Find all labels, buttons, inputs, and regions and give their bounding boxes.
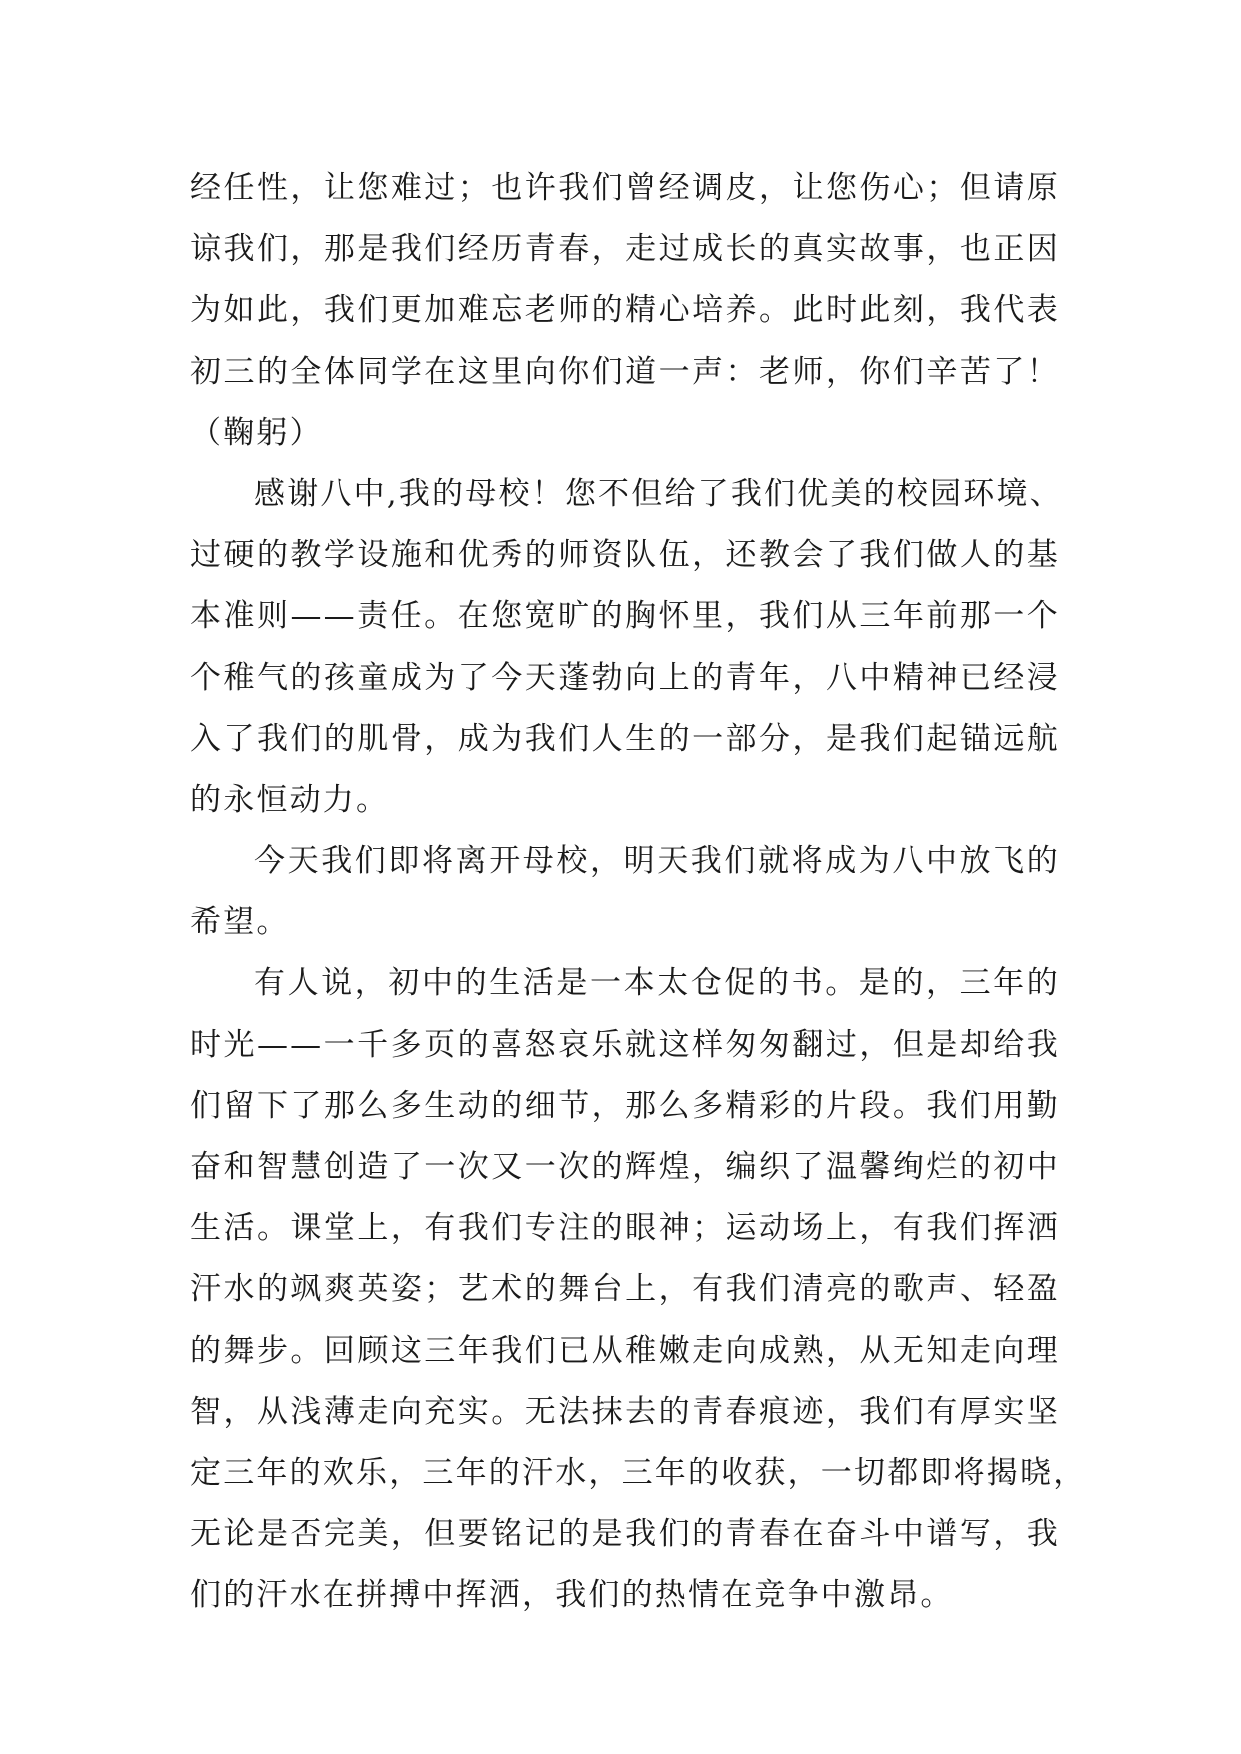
text-line: 们的汗水在拼搏中挥洒，我们的热情在竞争中激昂。 <box>190 1577 954 1614</box>
text-line: 本准则——责任。在您宽旷的胸怀里，我们从三年前那一个 <box>190 598 1060 635</box>
text-line: 智，从浅薄走向充实。无法抹去的青春痕迹，我们有厚实坚 <box>190 1393 1060 1430</box>
text-line: 无论是否完美，但要铭记的是我们的青春在奋斗中谱写，我 <box>190 1516 1060 1553</box>
paragraph-middle-school-life <box>190 953 1087 1626</box>
text-line: 为如此，我们更加难忘老师的精心培养。此时此刻，我代表 <box>190 292 1060 329</box>
text-line: 生活。课堂上，有我们专注的眼神；运动场上，有我们挥洒 <box>190 1210 1060 1247</box>
text-line: 个稚气的孩童成为了今天蓬勃向上的青年，八中精神已经浸 <box>190 659 1060 696</box>
paragraph-thanks-school <box>190 464 1063 831</box>
text-line: 感谢八中,我的母校！您不但给了我们优美的校园环境、 <box>254 475 1063 512</box>
body-text <box>190 158 1087 1627</box>
text-line: 的舞步。回顾这三年我们已从稚嫩走向成熟，从无知走向理 <box>190 1332 1060 1369</box>
text-line: 时光——一千多页的喜怒哀乐就这样匆匆翻过，但是却给我 <box>190 1026 1060 1063</box>
text-line: 过硬的教学设施和优秀的师资队伍，还教会了我们做人的基 <box>190 537 1060 574</box>
text-line: 经任性，让您难过；也许我们曾经调皮，让您伤心；但请原 <box>190 170 1060 206</box>
text-line: （鞠躬） <box>190 414 323 451</box>
paragraph-leaving <box>190 831 1060 953</box>
text-line: 汗水的飒爽英姿；艺术的舞台上，有我们清亮的歌声、轻盈 <box>190 1271 1060 1308</box>
text-line: 希望。 <box>190 904 290 941</box>
text-line: 奋和智慧创造了一次又一次的辉煌，编织了温馨绚烂的初中 <box>190 1149 1060 1185</box>
text-line: 有人说，初中的生活是一本太仓促的书。是的，三年的 <box>254 965 1060 1002</box>
text-line: 初三的全体同学在这里向你们道一声：老师，你们辛苦了！ <box>190 353 1060 390</box>
paragraph-continuation <box>190 158 1060 464</box>
text-line: 今天我们即将离开母校，明天我们就将成为八中放飞的 <box>254 843 1060 880</box>
text-line: 的永恒动力。 <box>190 781 390 818</box>
text-line: 们留下了那么多生动的细节，那么多精彩的片段。我们用勤 <box>190 1087 1060 1124</box>
text-line: 定三年的欢乐，三年的汗水，三年的收获，一切都即将揭晓， <box>190 1454 1087 1491</box>
text-line: 谅我们，那是我们经历青春，走过成长的真实故事，也正因 <box>190 231 1060 268</box>
text-line: 入了我们的肌骨，成为我们人生的一部分，是我们起锚远航 <box>190 720 1060 757</box>
